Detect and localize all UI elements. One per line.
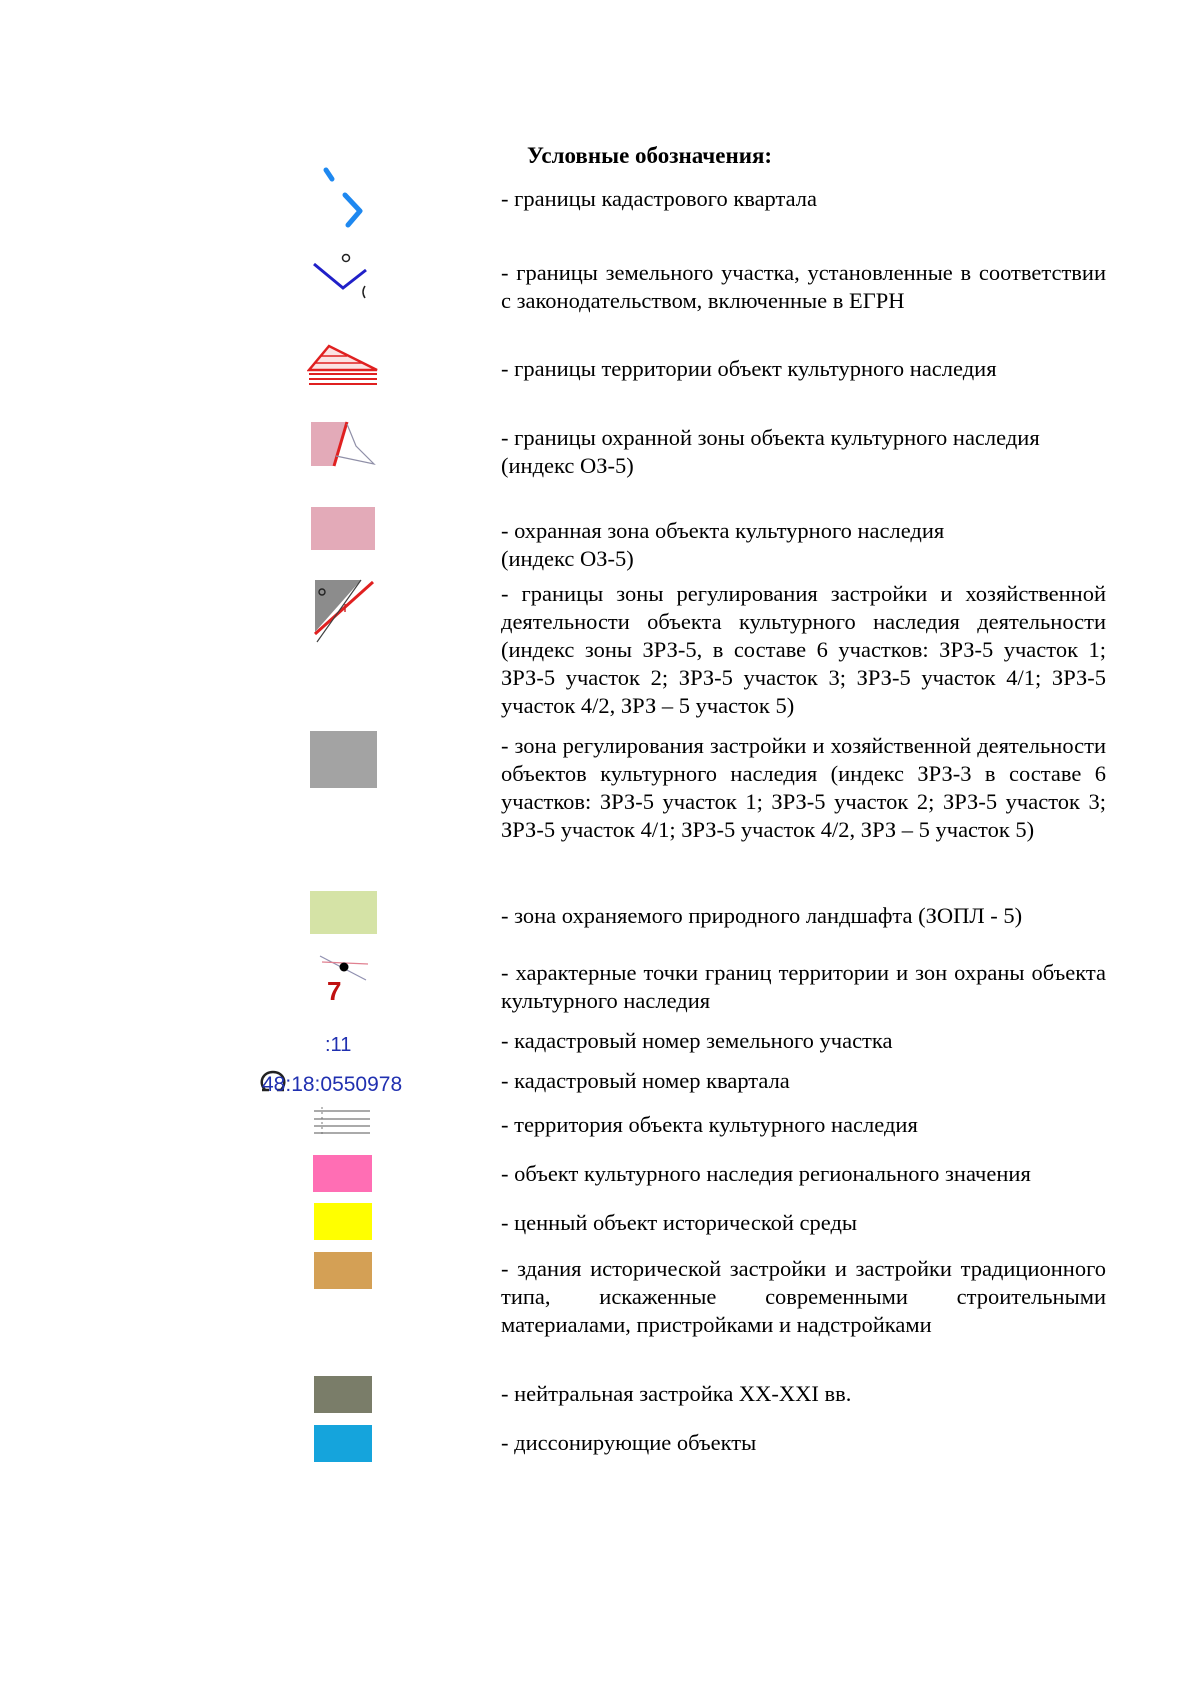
legend-text-heritage-territory-hatch: - территория объекта культурного наследия	[501, 1112, 918, 1137]
legend-text-neutral-building: - нейтральная застройка XX-XXI вв.	[501, 1381, 852, 1406]
land-plot-boundary-icon	[310, 252, 375, 302]
protection-zone-fill-icon	[311, 507, 375, 550]
page-title: Условные обозначения:	[527, 143, 773, 168]
legend-text-regulation-zone: - зона регулирования застройки и хозяйственной деятельности объектов культурного наследия (индекс ЗРЗ-3 в составе 6 участков: ЗРЗ-5 участок 1; ЗРЗ-5 участок 2; ЗРЗ-5 участок 3; ЗРЗ-5 участок 4/1; ЗРЗ-5 участок 4/2, ЗРЗ – 5 участок 5)	[501, 733, 1106, 842]
heritage-territory-boundary-icon	[307, 344, 379, 388]
plot-number-icon: :11	[325, 1034, 352, 1056]
regulation-zone-boundary-icon	[309, 578, 375, 644]
landscape-zone-fill-icon	[310, 891, 377, 934]
regional-heritage-object-icon	[313, 1155, 372, 1192]
quarter-number-icon: 48:18:0550978	[262, 1073, 403, 1096]
cadastral-quarter-boundary-icon	[318, 165, 368, 230]
legend-text-regional-heritage-object: - объект культурного наследия регионального значения	[501, 1161, 1031, 1186]
characteristic-point-icon	[318, 954, 370, 1002]
legend-text-distorted-historic-building: - здания исторической застройки и застройки традиционного типа, искаженные современными строительными материалами, пристройками и надстройками	[501, 1256, 1106, 1337]
distorted-historic-building-icon	[314, 1252, 372, 1289]
legend-text-quarter-number: - кадастровый номер квартала	[501, 1068, 790, 1093]
legend-text-heritage-territory: - границы территории объект культурного наследия	[501, 356, 997, 381]
legend-text-land-plot: - границы земельного участка, установленные в соответствии с законодательством, включенные в ЕГРН	[501, 260, 1106, 313]
valuable-historic-object-icon	[314, 1203, 372, 1240]
legend-text-protection-zone: - охранная зона объекта культурного наследия (индекс ОЗ-5)	[501, 518, 945, 571]
legend-text-dissonant-object: - диссонирующие объекты	[501, 1430, 757, 1455]
protection-zone-boundary-icon	[310, 420, 376, 468]
neutral-building-icon	[314, 1376, 372, 1413]
legend-text-valuable-historic-object: - ценный объект исторической среды	[501, 1210, 858, 1235]
point-number-label: 7	[327, 976, 342, 1002]
legend-text-landscape-zone: - зона охраняемого природного ландшафта (ЗОПЛ - 5)	[501, 903, 1023, 928]
dissonant-object-icon	[314, 1425, 372, 1462]
legend-text-characteristic-points: - характерные точки границ территории и зон охраны объекта культурного наследия	[501, 960, 1106, 1013]
legend-text-cadastral-quarter: - границы кадастрового квартала	[501, 186, 818, 211]
heritage-territory-hatch-icon	[312, 1105, 372, 1139]
legend-text-protection-zone-boundary: - границы охранной зоны объекта культурного наследия (индекс ОЗ-5)	[501, 425, 1040, 478]
legend-text-regulation-zone-boundary: - границы зоны регулирования застройки и хозяйственной деятельности объекта культурного наследия деятельности (индекс зоны ЗРЗ-5, в составе 6 участков: ЗРЗ-5 участок 1; ЗРЗ-5 участок 2; ЗРЗ-5 участок 3; ЗРЗ-5 участок 4/1; ЗРЗ-5 участок 4/2, ЗРЗ – 5 участок 5)	[501, 581, 1106, 718]
regulation-zone-fill-icon	[310, 731, 377, 788]
legend-text-plot-number: - кадастровый номер земельного участка	[501, 1028, 893, 1053]
